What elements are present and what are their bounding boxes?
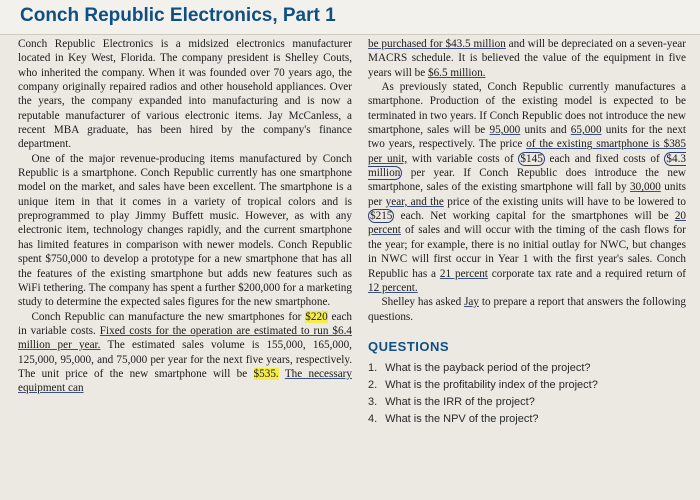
case-title: Conch Republic Electronics, Part 1 <box>20 5 336 26</box>
questions-heading: QUESTIONS <box>368 338 450 354</box>
paragraph-existing-model: As previously stated, Conch Republic currently manufactures a smartphone. Production of the existing model is expected to be terminated in two years. If Conch Republic does not introduce the new smartphone, sales will be 95,000 units and 65,000 units for the next two years, respectively. The price of the existing smartphone is $385 per unit, with variable costs of $145 each and fixed costs of $4.3 million per year. If Conch Republic does introduce the new smartphone, sales of the existing smartphone will fall by 30,000 units per year, and the price of the existing units will have to be lowered to $215 each. Net working capital for the smartphones will be 20 percent of sales and will occur with the timing of the cash flows for the year; for example, there is no initial outlay for NWC, but changes in NWC will first occur in Year 1 with the first year's sales. Conch Republic has a 21 percent corporate tax rate and a required return of 12 percent. <box>368 81 687 294</box>
paragraph-request: Shelley has asked Jay to prepare a report that answers the following questions. <box>368 296 686 323</box>
question-item: 2. What is the profitability index of the project? <box>368 379 598 392</box>
paragraph-intro: Conch Republic Electronics is a midsized electronics manufacturer located in Key West, Florida. The company president is Shelley Couts, who inherited the company. When it was founded over 70 years ago, the company originally repaired radios and other household appliances. Over the years, the company expanded into manufacturing and is now a reputable manufacturer of various electronic items. Jay McCanless, a recent MBA graduate, has been hired by the company's finance department. <box>18 38 352 151</box>
paragraph-smartphone: One of the major revenue-producing items manufactured by Conch Republic is a smartphone. Conch Republic currently has one smartphone model on the market, and sales have been excellent. The smartphone is a unique item in that it comes in a variety of tropical colors and is preprogrammed to play Jimmy Buffett music. However, as with any electronic item, technology changes rapidly, and the current smartphone has limited features in comparison with newer models. Conch Republic spent $750,000 to develop a prototype for a new smartphone that has all the features of the existing smartphone but adds new features such as WiFi tethering. The company has spent a further $200,000 for a marketing study to determine the expected sales figures for the new smartphone. <box>18 152 352 309</box>
title-bar <box>0 0 700 35</box>
left-column <box>18 37 352 396</box>
circle-variable-cost: $145 <box>520 152 543 165</box>
circle-lowered-price: $215 <box>370 210 393 223</box>
underline-purchase: be purchased for $43.5 million <box>368 38 506 50</box>
right-column <box>368 37 686 428</box>
question-item: 1. What is the payback period of the project? <box>368 362 591 375</box>
questions-list <box>368 360 686 428</box>
highlight-variable-cost: $220 <box>305 310 328 323</box>
highlight-unit-price: $535. <box>253 367 279 380</box>
circle-fixed-cost: $4.3 million <box>368 152 686 180</box>
underline-salvage: $6.5 million. <box>427 66 486 79</box>
paragraph-costs: Conch Republic can manufacture the new smartphones for $220 each in variable costs. Fixed costs for the operation are estimated to run $6.4 million per year. The estimated sales volume is 155,000, 165,000, 125,000, 95,000, and 75,000 per year for the next five years, respectively. The unit price of the new smartphone will be $535. The necessary equipment can <box>18 310 353 395</box>
paragraph-equipment: be purchased for $43.5 million and will be depreciated on a seven-year MACRS schedule. It is believed the value of the equipment in five years will be $6.5 million. <box>368 38 686 79</box>
question-item: 3. What is the IRR of the project? <box>368 396 535 409</box>
underline-fixed-costs: Fixed costs for the operation are estimated to run $6.4 million per year. <box>18 324 352 352</box>
question-item: 4. What is the NPV of the project? <box>368 413 539 426</box>
underline-equipment: The necessary equipment can <box>18 367 352 395</box>
